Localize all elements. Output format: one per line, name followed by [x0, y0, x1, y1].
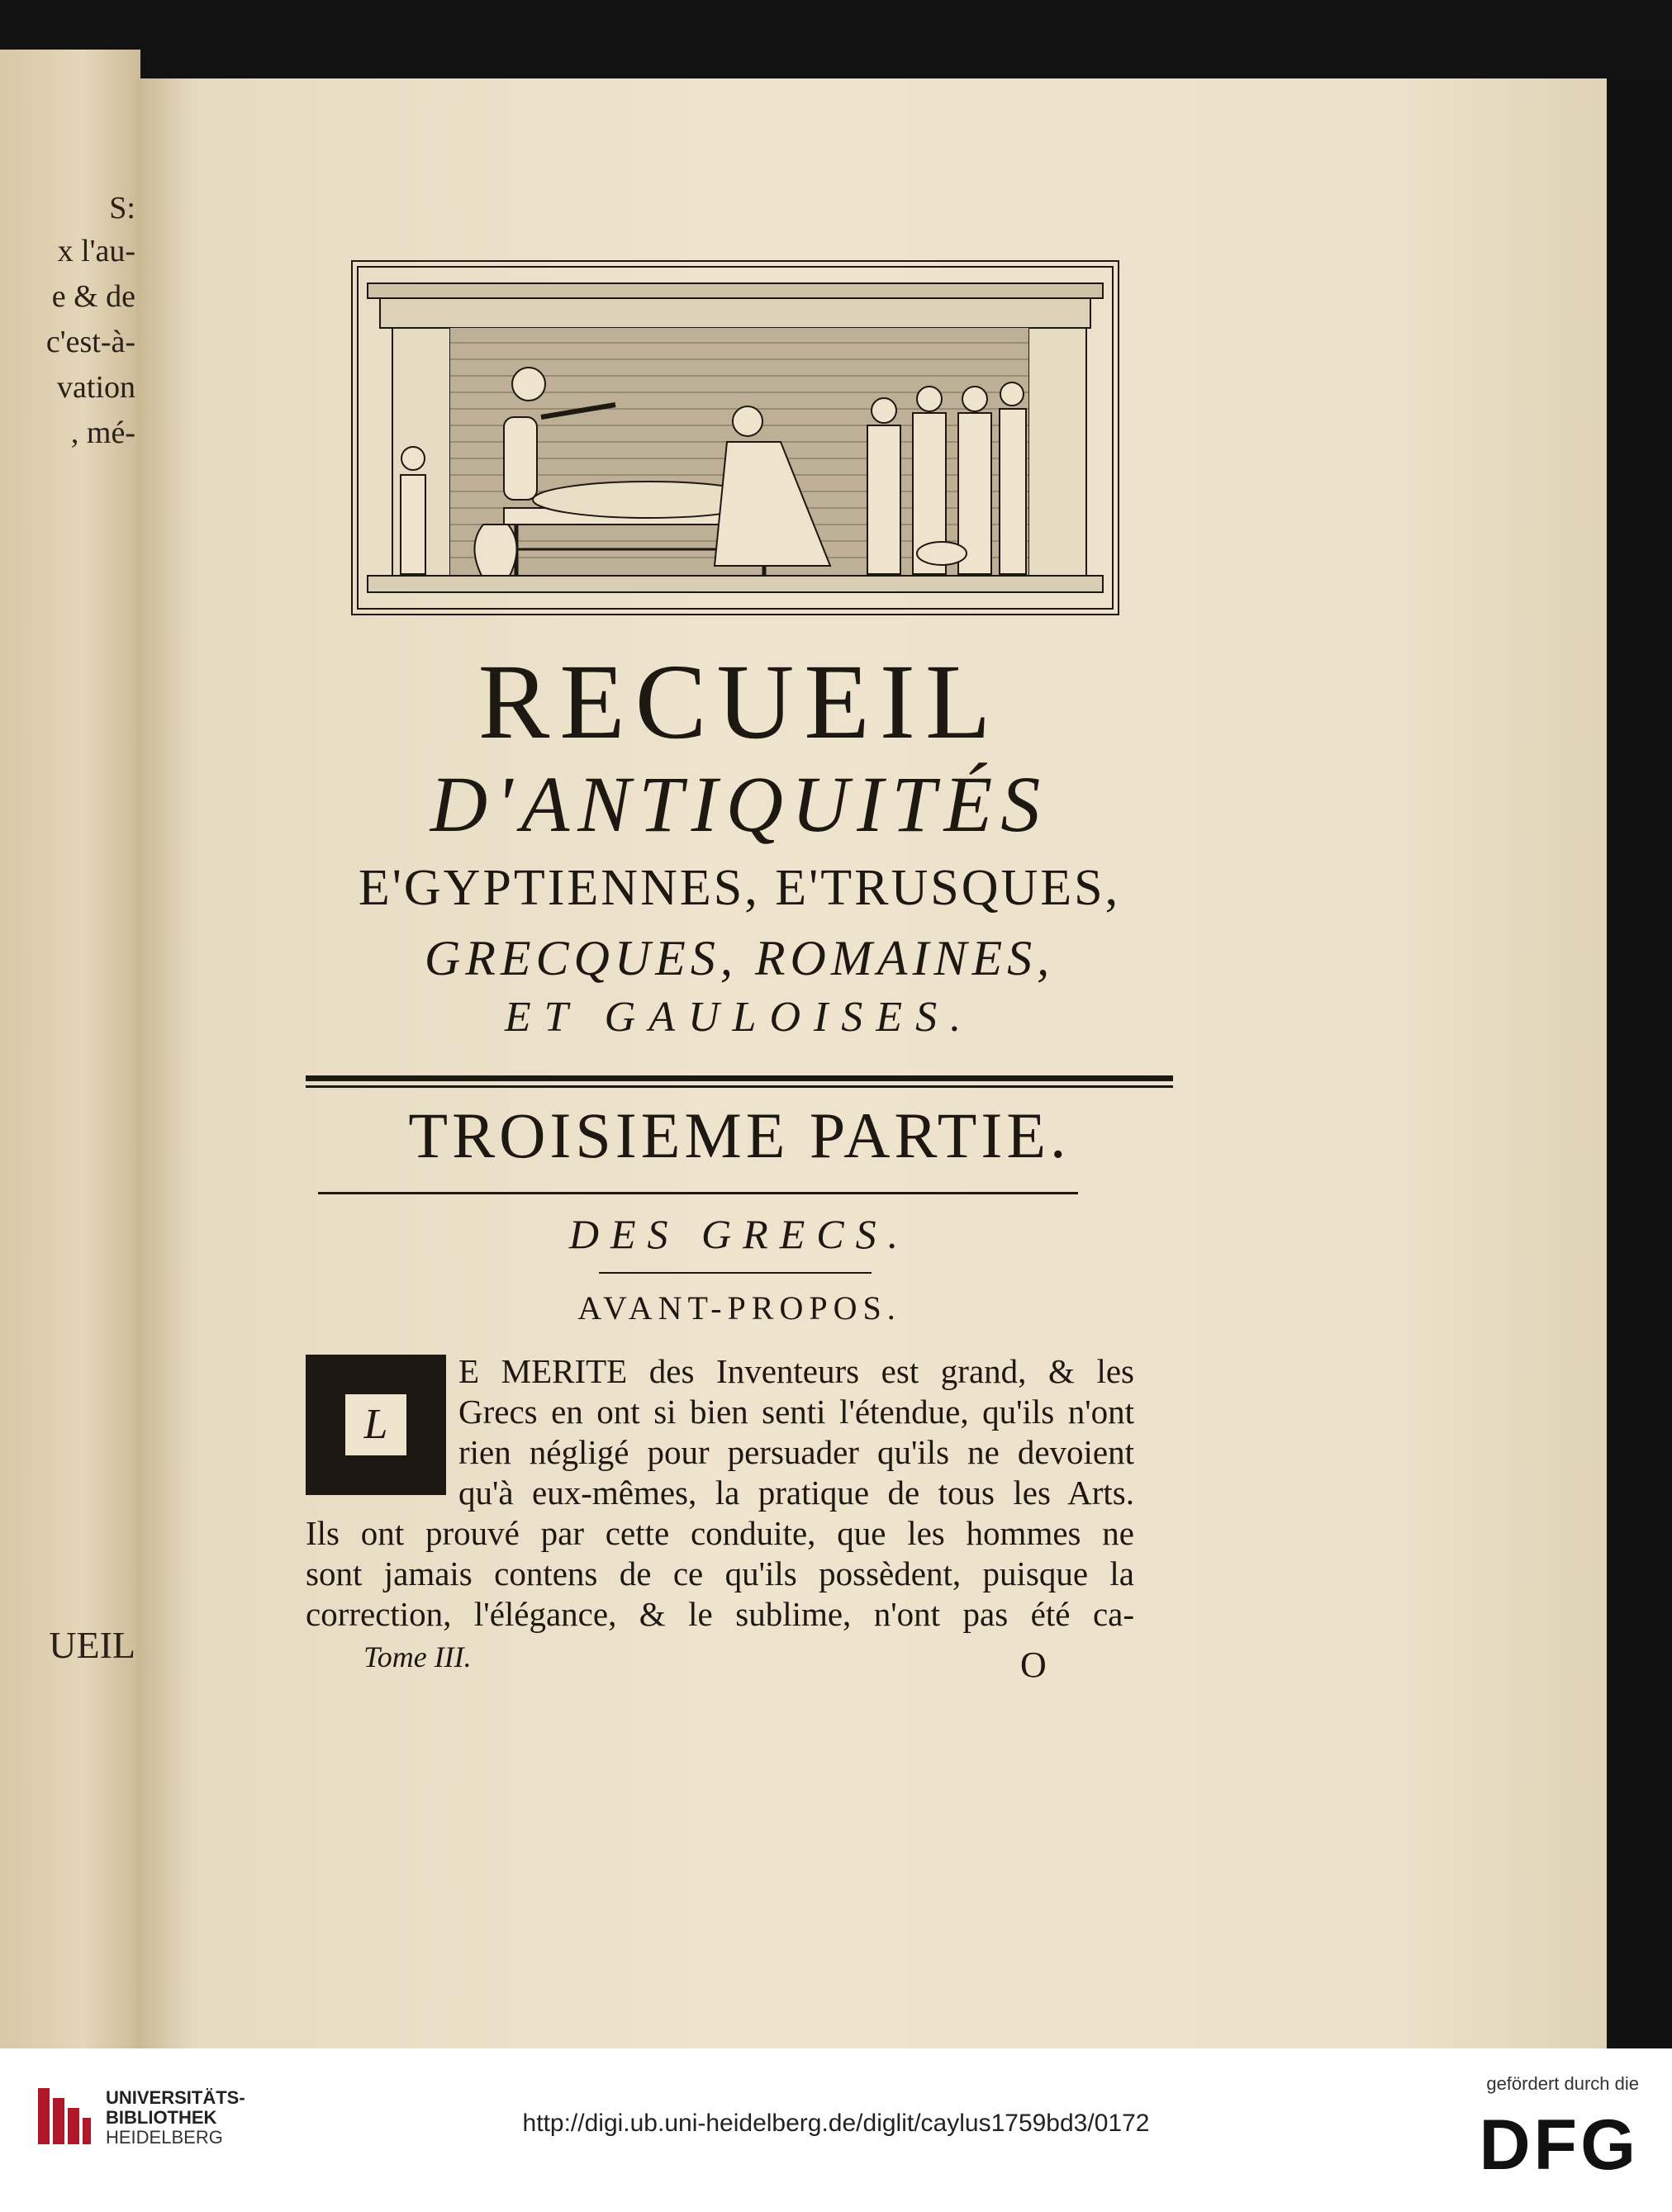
library-line: UNIVERSITÄTS- [106, 2087, 245, 2108]
left-catchword: UEIL [49, 1624, 135, 1666]
initial-letter: L [345, 1394, 406, 1455]
engraving-vignette [351, 260, 1119, 615]
ornamental-initial [306, 1355, 446, 1495]
left-fragment: vation [57, 370, 135, 405]
double-rule-top [306, 1075, 1173, 1081]
part-heading: TROISIEME PARTIE. [408, 1099, 1071, 1171]
text-line: Ils ont prouvé par cette conduite, que les hommes ne [306, 1514, 1134, 1552]
signature-mark: O [1020, 1645, 1047, 1685]
text-line: correction, l'élégance, & le sublime, n'ont pas été ca- [306, 1595, 1134, 1633]
dfg-logo: DFG [1479, 2105, 1639, 2185]
title-gauloises: ET GAULOISES. [504, 994, 975, 1041]
double-rule-bottom [306, 1085, 1173, 1088]
section-rule [599, 1272, 872, 1274]
text-line: qu'à eux-mêmes, la pratique de tous les Arts. [458, 1474, 1134, 1512]
title-recueil: RECUEIL [477, 643, 1001, 762]
permalink-url[interactable]: http://digi.ub.uni-heidelberg.de/diglit/caylus1759bd3/0172 [522, 2110, 1150, 2137]
text-line: rien négligé pour persuader qu'ils ne devoient [458, 1433, 1134, 1471]
part-rule [318, 1192, 1078, 1194]
library-line: BIBLIOTHEK [106, 2107, 217, 2128]
left-fragment: , mé- [70, 415, 135, 450]
volume-label: Tome III. [363, 1640, 472, 1673]
left-fragment: e & de [51, 279, 135, 314]
left-fragment: c'est-à- [45, 325, 135, 359]
title-egyptiennes: E'GYPTIENNES, E'TRUSQUES, [358, 860, 1121, 916]
section-heading: DES GRECS. [568, 1211, 910, 1257]
title-antiquites: D'ANTIQUITÉS [430, 760, 1049, 848]
left-fragment: S: [109, 191, 135, 225]
text-line: sont jamais contens de ce qu'ils possèdent, puisque la [306, 1555, 1134, 1593]
funding-label: gefördert durch die [1486, 2073, 1639, 2094]
left-page-edge [0, 50, 140, 2048]
text-line: Grecs en ont si bien senti l'étendue, qu'ils n'ont [458, 1393, 1134, 1431]
viewer-footer [0, 2048, 1672, 2212]
library-line: HEIDELBERG [106, 2127, 223, 2148]
scan-background [1607, 78, 1672, 2048]
text-line: E MERITE des Inventeurs est grand, & les [458, 1352, 1134, 1390]
relief-illustration [351, 260, 1119, 615]
left-fragment: x l'au- [57, 234, 135, 268]
subsection-heading: AVANT-PROPOS. [577, 1289, 901, 1327]
title-grecques: GRECQUES, ROMAINES, [424, 931, 1055, 985]
